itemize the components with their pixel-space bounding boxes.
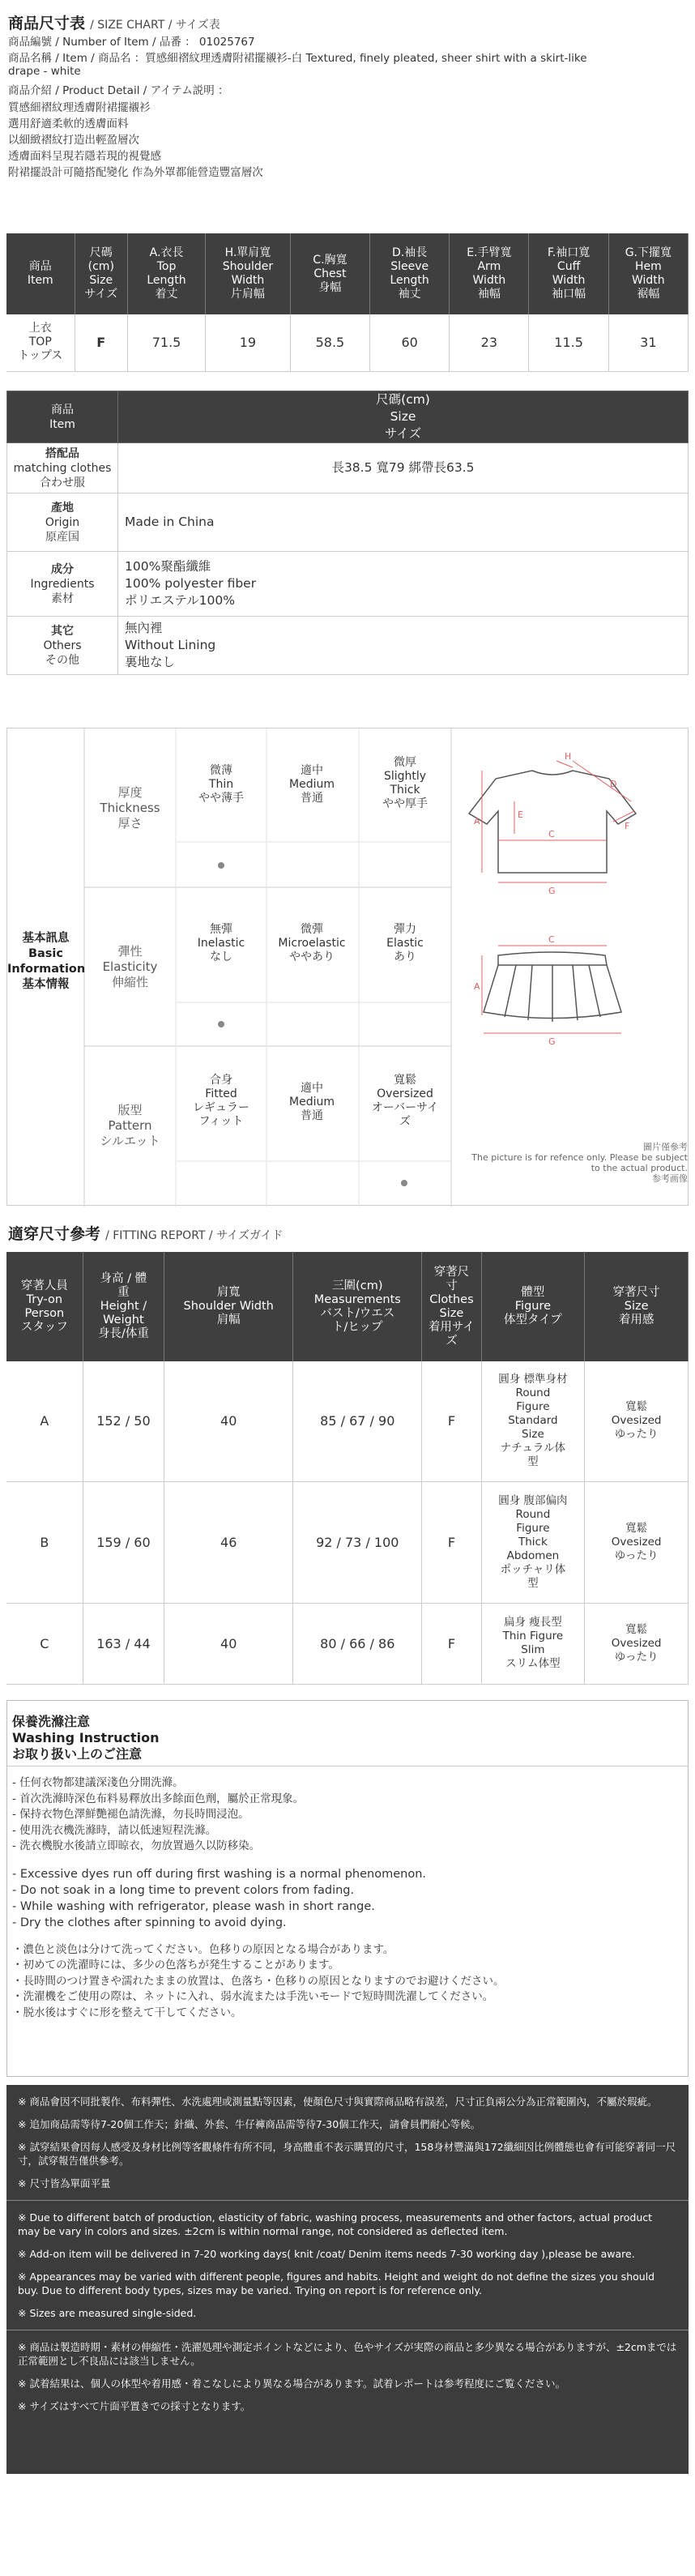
size-table-header: H.單肩寬 Shoulder Width 片肩幅 (206, 233, 291, 314)
fitting-figure: 扁身 瘦長型 Thin Figure Slim スリム体型 (481, 1603, 585, 1684)
diagram-label-skirt-g: G (548, 1036, 556, 1047)
note-line: ※ 追加商品需等待7-20個工作天；針織、外套、牛仔褲商品需等待7-30個工作天，請會員們耐心等候。 (18, 2118, 481, 2130)
washing-line: - Dry the clothes after spinning to avoid dying. (12, 1916, 287, 1929)
washing-group (12, 1866, 505, 1931)
info-row (7, 617, 689, 675)
product-info-line: 附裙擺設計可隨搭配變化 作為外罩都能營造豐富層次 (8, 166, 263, 179)
washing-line: - 使用洗衣機洗滌時，請以低速短程洗滌。 (12, 1823, 217, 1837)
fitting-shoulder: 40 (164, 1361, 293, 1481)
washing-line: - 首次洗滌時深色布料易釋放出多餘面色劑，屬於正常現象。 (12, 1792, 305, 1805)
size-table-header: A.衣長 Top Length 着丈 (128, 233, 206, 314)
size-table-cell: 11.5 (529, 314, 608, 371)
diagram-label-e: E (518, 810, 523, 820)
fitting-size: F (422, 1361, 481, 1481)
product-info-line: 選用舒適柔軟的透膚面料 (8, 117, 129, 130)
size-table-header: D.袖長 Sleeve Length 袖丈 (370, 233, 450, 314)
size-header: 尺碼(cm) Size サイズ (118, 391, 689, 443)
info-row (7, 443, 689, 493)
product-info-line: 商品編號 / Number of Item / 品番 ： 01025767 (8, 36, 255, 49)
selected-indicator (218, 1021, 224, 1027)
info-table (6, 391, 689, 675)
size-table-header: G.下擺寬 Hem Width 裾幅 (608, 233, 688, 314)
fitting-header: 穿著尺寸 Size 着用感 (585, 1252, 689, 1361)
washing-group (12, 1775, 505, 1855)
basic-attr-option: 彈力 Elastic あり (386, 923, 424, 963)
basic-attr-option: 微薄 Thin やや薄手 (198, 764, 244, 805)
info-row-label: 搭配品 matching clothes 合わせ服 (7, 443, 118, 493)
size-chart-title: 商品尺寸表 / SIZE CHART / サイズ表 (8, 15, 220, 32)
fitting-header: 肩寬 Shoulder Width 肩幅 (164, 1252, 293, 1361)
fitting-person: B (6, 1481, 83, 1603)
washing-line: - 洗衣機脫水後請立即晾衣，勿放置過久以防移染。 (12, 1839, 261, 1852)
fitting-measurements: 80 / 66 / 86 (293, 1603, 422, 1684)
info-row (7, 493, 689, 552)
washing-line: ・長時間のつけ置きや濡れたままの放置は、色落ち・色移りの原因となりますのでお避けください。 (12, 1974, 505, 1988)
washing-line: - While washing with refrigerator, please wash in short range. (12, 1899, 375, 1913)
washing-line: - Excessive dyes run off during first washing is a normal phenomenon. (12, 1867, 426, 1881)
basic-attr-option: 微厚 Slightly Thick やや厚手 (382, 756, 428, 810)
size-table-item: 上衣 TOP トップス (6, 314, 75, 371)
size-table-header: E.手臂寬 Arm Width 袖幅 (450, 233, 529, 314)
diagram-label-c: C (548, 829, 555, 839)
fitting-feel: 寬鬆 Ovesized ゆったり (585, 1481, 689, 1603)
size-table-cell: 19 (206, 314, 291, 371)
fitting-row (6, 1361, 689, 1481)
fitting-table (6, 1252, 689, 1685)
note-line: ※ Add-on item will be delivered in 7-20 working days( knit /coat/ Denim items needs 7-30 working day ),please be aware. (18, 2248, 635, 2260)
fitting-shoulder: 46 (164, 1481, 293, 1603)
washing-line: ・洗濯機をご使用の際は、ネットに入れ、弱水流または手洗いモードで短時間洗濯してください。 (12, 1990, 494, 2003)
info-row-label: 成分 Ingredients 素材 (7, 552, 118, 617)
note-line: ※ Sizes are measured single-sided. (18, 2307, 197, 2319)
fitting-height-weight: 163 / 44 (83, 1603, 164, 1684)
diagram-note: 圖片僅參考 The picture is for refence only. Please be subject to the actual product. 参考画像 (471, 1142, 688, 1184)
size-table-header: F.袖口寬 Cuff Width 袖口幅 (529, 233, 608, 314)
selected-indicator (401, 1180, 407, 1186)
size-table (6, 233, 689, 372)
size-table-header: 商品 Item (6, 233, 75, 314)
basic-attr-option: 適中 Medium 普通 (289, 1082, 335, 1122)
basic-attr-option: 寬鬆 Oversized オーバーサイ ズ (371, 1074, 439, 1128)
basic-attr-name: 彈性 Elasticity 伸縮性 (102, 944, 158, 989)
basic-attr-name: 版型 Pattern シルエット (100, 1103, 160, 1148)
size-table-cell: 71.5 (128, 314, 206, 371)
note-line: ※ サイズはすべて片面平置きでの採寸となります。 (18, 2400, 251, 2412)
info-row-label: 其它 Others その他 (7, 617, 118, 675)
item-header: 商品 Item (7, 391, 118, 443)
basic-attr-option: 合身 Fitted レギュラー フィット (193, 1074, 249, 1128)
size-table-cell: 31 (608, 314, 688, 371)
fitting-title: 適穿尺寸參考 / FITTING REPORT / サイズガイド (8, 1225, 284, 1243)
size-table-header: C.胸寬 Chest 身幅 (290, 233, 369, 314)
fitting-header: 穿著人員 Try-on Person スタッフ (6, 1252, 83, 1361)
note-line: ※ 商品は製造時期・素材の伸縮性・洗濯処理や測定ポイントなどにより、色やサイズが実際の商品と多少異なる場合がありますが、±2cmまでは正常範囲とし不良品には該当しません。 (18, 2341, 677, 2367)
washing-line: ・脱水後はすぐに形を整えて干してください。 (12, 2006, 242, 2019)
diagram-label-g: G (548, 886, 556, 896)
note-line: ※ 尺寸皆為單面平量 (18, 2177, 111, 2189)
fitting-figure: 圓身 標準身材 Round Figure Standard Size ナチュラル体 型 (481, 1361, 585, 1481)
fitting-person: C (6, 1603, 83, 1684)
info-row-value: Made in China (118, 493, 689, 552)
fitting-row (6, 1481, 689, 1603)
washing-line: - 保持衣物色澤鮮艷褪色請洗滌，勿長時間浸泡。 (12, 1808, 249, 1821)
basic-attr-option: 無彈 Inelastic なし (197, 923, 245, 963)
fitting-row (6, 1603, 689, 1684)
fitting-size: F (422, 1603, 481, 1684)
info-row-label: 產地 Origin 原産国 (7, 493, 118, 552)
fitting-figure: 圓身 腹部偏肉 Round Figure Thick Abdomen ポッチャリ体 型 (481, 1481, 585, 1603)
diagram-label-skirt-a: A (474, 981, 480, 992)
basic-attr-option: 微彈 Microelastic ややあり (278, 923, 346, 963)
garment-measurement-diagram (451, 737, 689, 1142)
product-info-line: 質感細褶紋理透膚附裙擺襯衫 (8, 101, 151, 114)
info-row (7, 552, 689, 617)
selected-indicator (218, 862, 224, 869)
size-table-header: 尺碼 (cm) Size サイズ (75, 233, 127, 314)
diagram-label-d: D (610, 779, 617, 789)
washing-title: 保養洗滌注意 Washing Instruction お取り扱い上のご注意 (12, 1714, 160, 1762)
fitting-height-weight: 152 / 50 (83, 1361, 164, 1481)
fitting-measurements: 92 / 73 / 100 (293, 1481, 422, 1603)
size-table-cell: F (75, 314, 127, 371)
note-line: ※ 試着結果は、個人の体型や着用感・着こなしにより異なる場合があります。試着レポートは参考程度にご覧ください。 (18, 2377, 565, 2390)
note-line: ※ Due to different batch of production, elasticity of fabric, washing process, measurements and other factors, actual product may be vary in colors and sizes. ±2cm is within normal range, not considered as deflected item. (18, 2211, 653, 2237)
info-row-value: 長38.5 寬79 綁帶長63.5 (118, 443, 689, 493)
size-table-cell: 23 (450, 314, 529, 371)
product-info-line: 以細緻褶紋打造出輕盈層次 (8, 134, 139, 147)
fitting-height-weight: 159 / 60 (83, 1481, 164, 1603)
fitting-header: 穿著尺 寸 Clothes Size 着用サイ ズ (422, 1252, 481, 1361)
info-row-value: 無內裡 Without Lining 裏地なし (118, 617, 689, 675)
product-info-line: 商品名稱 / Item / 商品名 ：質感細褶紋理透膚附裙擺襯衫-白 Textured, finely pleated, sheer shirt with a skirt-like (8, 52, 587, 65)
fitting-header: 三圍(cm) Measurements バスト/ウエス ト/ヒップ (293, 1252, 422, 1361)
fitting-size: F (422, 1481, 481, 1603)
washing-line: - Do not soak in a long time to prevent colors from fading. (12, 1883, 355, 1897)
note-line: ※ 商品會因不同批製作、布料彈性、水洗處理或測量點等因素，使顏色尺寸與實際商品略有誤差，尺寸正負兩公分為正常範圍內，不屬於瑕疵。 (18, 2095, 658, 2108)
basic-info-title: 基本訊息 Basic Information 基本情報 (7, 932, 86, 991)
product-info-line: 商品介紹 / Product Detail / アイテム説明 ： (8, 84, 229, 97)
product-info-line: drape - white (8, 65, 81, 78)
info-row-value: 100%聚酯纖維 100% polyester fiber ポリエステル100% (118, 552, 689, 617)
washing-group (12, 1942, 505, 2022)
diagram-label-a: A (474, 816, 480, 827)
washing-line: ・初めての洗濯時には、多少の色落ちが発生することがあります。 (12, 1959, 339, 1972)
fitting-header: 體型 Figure 体型タイプ (481, 1252, 585, 1361)
washing-line: ・濃色と淡色は分けて洗ってください。色移りの原因となる場合があります。 (12, 1942, 394, 1956)
diagram-label-skirt-c: C (548, 934, 555, 945)
note-line: ※ Appearances may be varied with different people, figures and habits. Height and weight do not define the sizes you should buy. Due to different body types, sizes may be varied. Trying on report is for reference only. (18, 2271, 655, 2296)
washing-line: - 任何衣物都建議深淺色分開洗滌。 (12, 1776, 184, 1789)
basic-attr-option: 適中 Medium 普通 (289, 764, 335, 805)
product-info-line: 透膚面料呈現若隱若現的視覺感 (8, 150, 161, 163)
diagram-label-h: H (565, 751, 572, 762)
notes-panel (6, 2085, 689, 2474)
fitting-header: 身高 / 體 重 Height / Weight 身長/体重 (83, 1252, 164, 1361)
washing-instruction (6, 1700, 689, 2077)
note-line: ※ 試穿結果會因每人感受及身材比例等客觀條件有所不同，身高體重不表示購買的尺寸，158身材豐滿與172纖細因比例體態也會有可能穿著同一尺寸，試穿報告僅供參考。 (18, 2141, 676, 2167)
basic-attr-name: 厚度 Thickness 厚さ (100, 785, 160, 831)
fitting-feel: 寬鬆 Ovesized ゆったり (585, 1603, 689, 1684)
fitting-measurements: 85 / 67 / 90 (293, 1361, 422, 1481)
washing-body (12, 1775, 505, 2021)
fitting-person: A (6, 1361, 83, 1481)
size-table-cell: 58.5 (290, 314, 369, 371)
basic-info-panel (6, 728, 689, 1206)
fitting-feel: 寬鬆 Ovesized ゆったり (585, 1361, 689, 1481)
size-table-cell: 60 (370, 314, 450, 371)
fitting-shoulder: 40 (164, 1603, 293, 1684)
diagram-label-f: F (625, 821, 630, 831)
